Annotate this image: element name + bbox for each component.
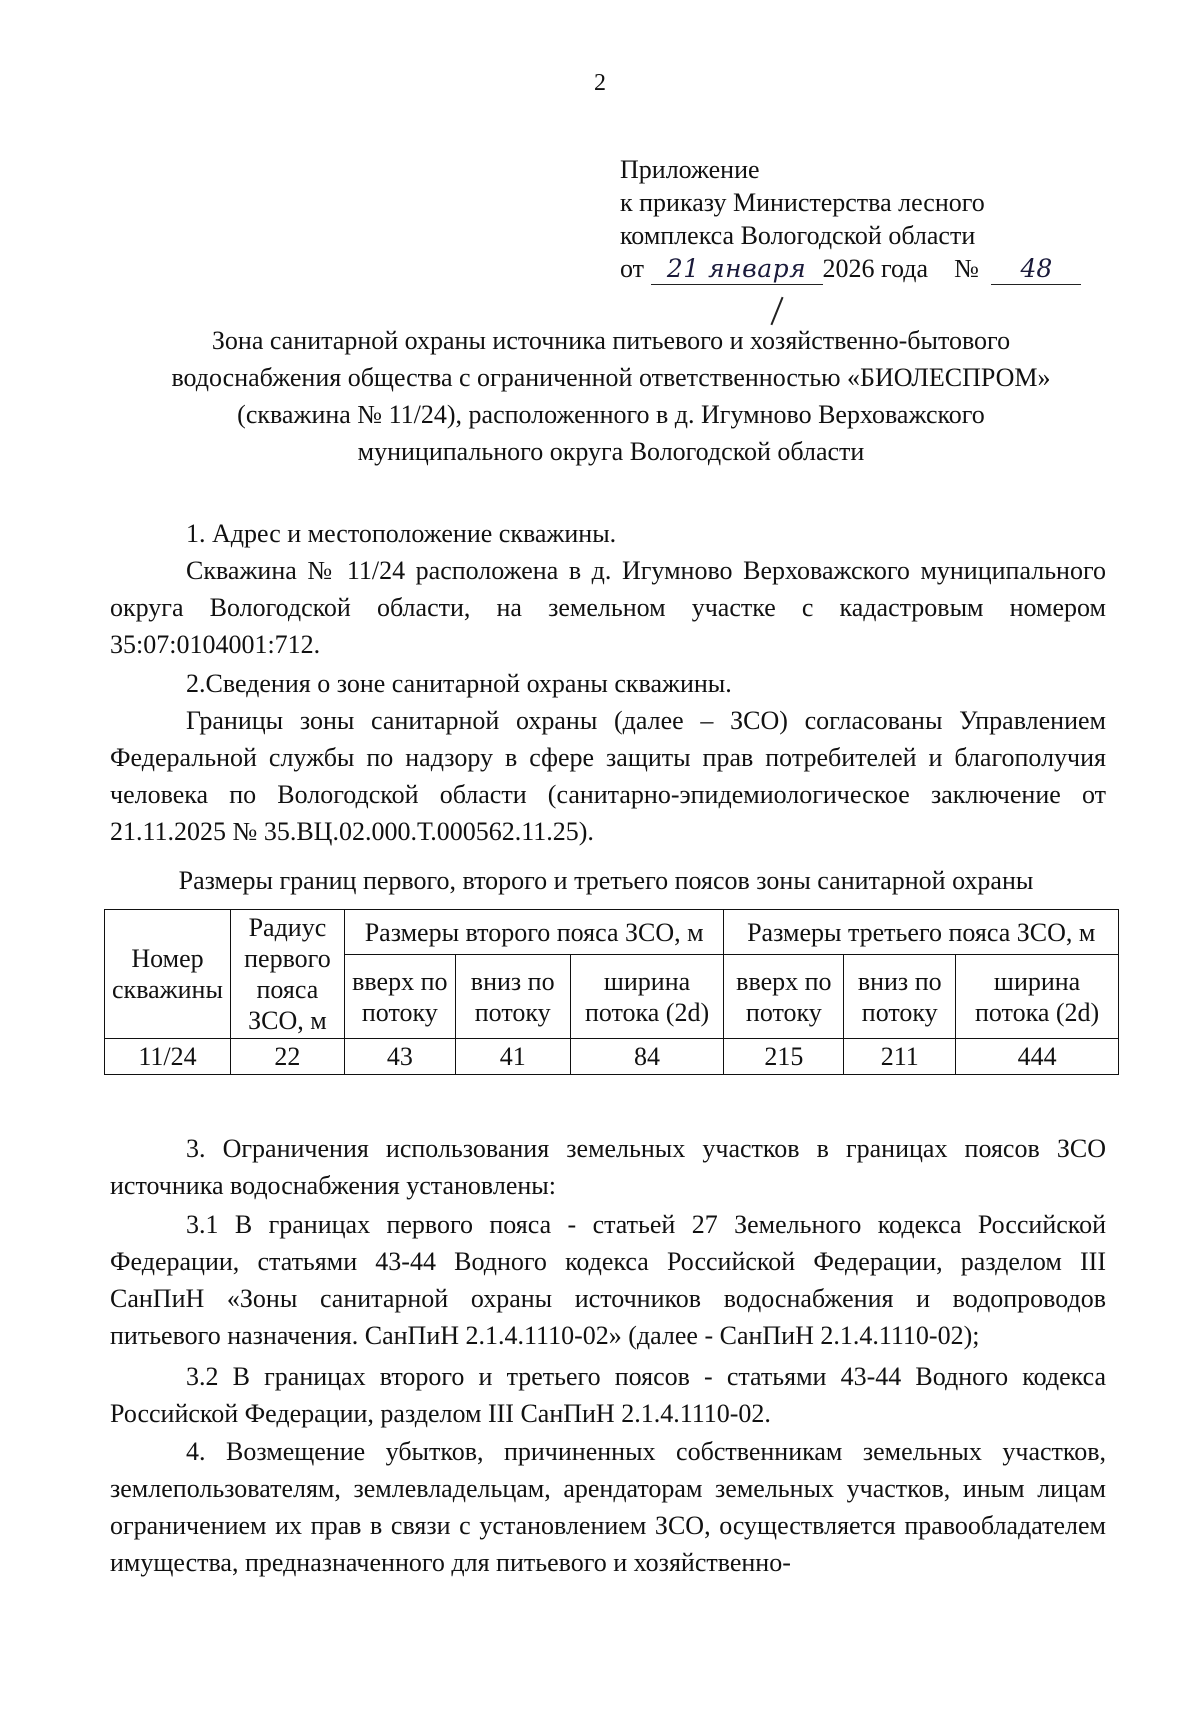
- number-label: №: [954, 254, 979, 283]
- section-2-heading: 2.Сведения о зоне санитарной охраны скважины.: [186, 669, 732, 698]
- section-1-text: Скважина № 11/24 расположена в д. Игумново Верховажского муниципального округа Вологодской области, на земельном участке с кадастровым номером 35:07:0104001:712.: [110, 556, 1106, 659]
- title-line-4: муниципального округа Вологодской области: [357, 437, 865, 466]
- section-4-text: 4. Возмещение убытков, причиненных собственникам земельных участков, землепользователям, землевладельцам, арендаторам земельных участков, иным лицам ограничением их прав в связи с установлением ЗСО, осуществляется правообладателем имущества, предназначенного для питьевого и хозяйственно-: [110, 1437, 1106, 1577]
- cell-second-width: 84: [570, 1039, 724, 1075]
- cell-third-up: 215: [724, 1039, 844, 1075]
- table-header-row: [105, 910, 1119, 955]
- document-title: [120, 322, 1102, 470]
- table-caption: Размеры границ первого, второго и третьего поясов зоны санитарной охраны: [178, 866, 1034, 895]
- title-line-2: водоснабжения общества с ограниченной ответственностью «БИОЛЕСПРОМ»: [171, 363, 1051, 392]
- cell-well-number: 11/24: [105, 1039, 231, 1075]
- zso-table: [104, 909, 1119, 1075]
- subheader-third-up: вверх по потоку: [724, 955, 844, 1039]
- appendix-date-line: [620, 252, 1081, 285]
- header-well-number: Номер скважины: [105, 910, 231, 1039]
- subheader-second-down: вниз по потоку: [455, 955, 570, 1039]
- appendix-order-line: к приказу Министерства лесного: [620, 188, 985, 217]
- cell-second-down: 41: [455, 1039, 570, 1075]
- page-number: 2: [594, 70, 606, 96]
- cell-third-width: 444: [956, 1039, 1119, 1075]
- section-1-heading: 1. Адрес и местоположение скважины.: [186, 519, 617, 548]
- cell-third-down: 211: [844, 1039, 956, 1075]
- handwritten-date: 21 января: [651, 254, 823, 285]
- header-third-belt: Размеры третьего пояса ЗСО, м: [724, 910, 1119, 955]
- appendix-title: Приложение: [620, 155, 760, 184]
- signature-stroke: [770, 297, 783, 326]
- year-text: 2026 года: [822, 254, 929, 283]
- header-first-belt-radius: Радиус первого пояса ЗСО, м: [230, 910, 344, 1039]
- section-3-2: 3.2 В границах второго и третьего поясов - статьями 43-44 Водного кодекса Российской Федерации, разделом III СанПиН 2.1.4.1110-02.: [110, 1362, 1106, 1428]
- title-line-3: (скважина № 11/24), расположенного в д. Игумново Верховажского: [237, 400, 985, 429]
- header-second-belt: Размеры второго пояса ЗСО, м: [344, 910, 724, 955]
- section-2-text: Границы зоны санитарной охраны (далее – ЗСО) согласованы Управлением Федеральной службы по надзору в сфере защиты прав потребителей и благополучия человека по Вологодской области (санитарно-эпидемиологическое заключение от 21.11.2025 № 35.ВЦ.02.000.Т.000562.11.25).: [110, 706, 1106, 846]
- title-line-1: Зона санитарной охраны источника питьевого и хозяйственно-бытового: [211, 326, 1011, 355]
- handwritten-number: 48: [991, 254, 1081, 285]
- table-row: [105, 1039, 1119, 1075]
- cell-second-up: 43: [344, 1039, 455, 1075]
- appendix-block: [620, 153, 1081, 285]
- subheader-second-up: вверх по потоку: [344, 955, 455, 1039]
- section-3-1: 3.1 В границах первого пояса - статьей 27 Земельного кодекса Российской Федерации, статьями 43-44 Водного кодекса Российской Федерации, разделом III СанПиН «Зоны санитарной охраны источников водоснабжения и водопроводов питьевого назначения. СанПиН 2.1.4.1110-02» (далее - СанПиН 2.1.4.1110-02);: [110, 1210, 1106, 1350]
- subheader-third-down: вниз по потоку: [844, 955, 956, 1039]
- cell-radius: 22: [230, 1039, 344, 1075]
- appendix-ministry-line: комплекса Вологодской области: [620, 221, 976, 250]
- subheader-third-width: ширина потока (2d): [956, 955, 1119, 1039]
- subheader-second-width: ширина потока (2d): [570, 955, 724, 1039]
- section-3-intro: 3. Ограничения использования земельных участков в границах поясов ЗСО источника водоснабжения установлены:: [110, 1134, 1106, 1200]
- from-label: от: [620, 254, 645, 283]
